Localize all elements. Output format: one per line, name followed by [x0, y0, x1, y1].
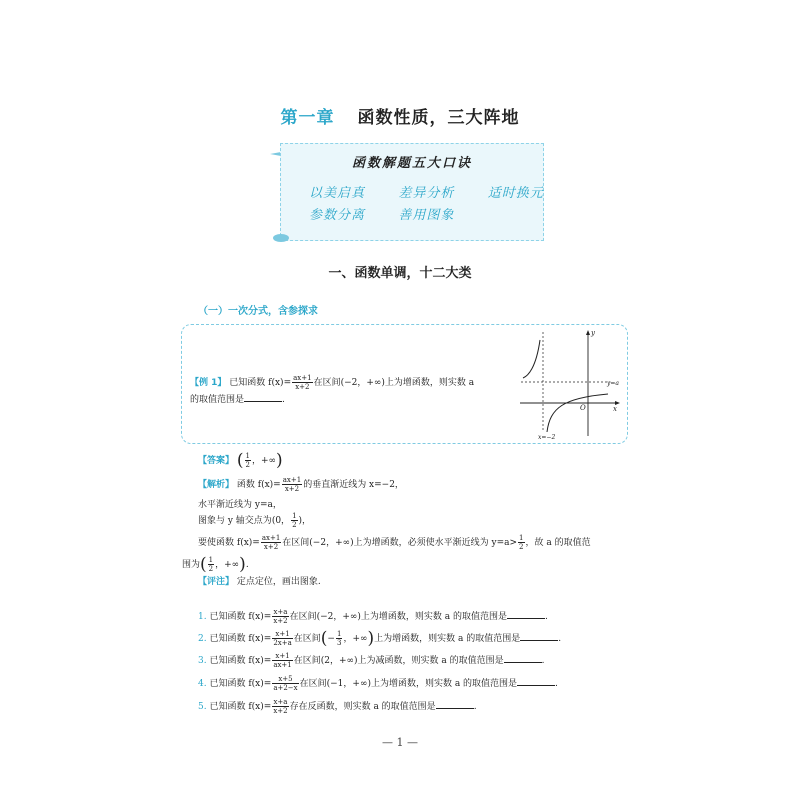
- example-text-b: 在区间(−2，+∞)上为增函数，则实数 a: [313, 378, 475, 388]
- exercise-3: 3. 已知函数 f(x)= $\frac{x+1}{ax+1}$ 在区间(2，+∞)上为减函数，则实数 a 的取值范围是 .: [198, 652, 545, 669]
- answer-line: 【答案】 ( $\frac{1}{2}$ ，+∞): [198, 450, 283, 471]
- left-branch: [523, 340, 540, 378]
- mnemonic-line-2: 参数分离 善用图象: [309, 208, 455, 223]
- example-line-1: [190, 374, 474, 391]
- exercise-5: 5. 已知函数 f(x)= $\frac{x+a}{x+2}$ 存在反函数，则实数 a 的取值范围是 .: [198, 698, 477, 715]
- exercise-1: 1. 已知函数 f(x)= $\frac{x+a}{x+2}$ 在区间(−2，+∞)上为增函数，则实数 a 的取值范围是 .: [198, 608, 548, 625]
- comment-tag: 【评注】: [198, 577, 235, 587]
- right-branch: [547, 394, 608, 432]
- example-tag: 【例 1】: [190, 378, 227, 388]
- chapter-number: 第一章: [280, 108, 335, 128]
- mnemonic-title: 函数解题五大口诀: [351, 156, 472, 171]
- analysis-line-5: 围为( $\frac{1}{2}$ ，+∞).: [182, 554, 249, 575]
- comment-line: 【评注】 定点定位，画出图象.: [198, 577, 321, 587]
- analysis-line-1: 【解析】 函数 f(x)= $\frac{ax+1}{x+2}$ 的垂直渐近线为 x=−2，: [198, 476, 404, 493]
- chapter-heading: [0, 103, 800, 128]
- analysis-line-2: 水平渐近线为 y=a，: [198, 500, 282, 510]
- example-text-a: 已知函数 f(x)=: [229, 378, 292, 388]
- mnemonic-line-1: 以美启真 差异分析 适时换元: [309, 186, 544, 201]
- answer-blank: [244, 393, 282, 402]
- mnemonic-box: [280, 143, 544, 241]
- answer-tag: 【答案】: [198, 456, 235, 466]
- x-label: x: [613, 405, 617, 413]
- chapter-title: 函数性质，三大阵地: [357, 108, 520, 128]
- pin-base-icon: [273, 234, 289, 242]
- ya-label: y=a: [607, 380, 619, 387]
- y-axis-arrow-icon: [586, 330, 590, 335]
- analysis-tag: 【解析】: [198, 480, 235, 490]
- section-title: 一、函数单调，十二大类: [328, 266, 472, 281]
- subsection-title: （一）一次分式，含参探求: [198, 306, 318, 317]
- example-line-2: 的取值范围是 .: [190, 395, 285, 405]
- asymptote-label: x=−2: [538, 434, 556, 440]
- exercise-2: 2. 已知函数 f(x)= $\frac{x+1}{2x+a}$ 在区间(− $\frac{1}{3}$ ，+∞)上为增函数，则实数 a 的取值范围是 .: [198, 628, 562, 649]
- example-fraction: $\frac{ax+1}{x+2}$: [293, 374, 312, 391]
- y-label: y: [591, 329, 595, 337]
- origin-label: O: [580, 404, 586, 412]
- analysis-line-3: 图象与 y 轴交点为(0， $\frac{1}{2}$ )，: [198, 512, 312, 529]
- page-number: — 1 —: [382, 736, 418, 749]
- analysis-line-4: 要使函数 f(x)= $\frac{ax+1}{x+2}$ 在区间(−2，+∞)上为增函数，必须使水平渐近线为 y=a> $\frac{1}{2}$ ，故 a 的取值范: [198, 534, 591, 551]
- function-graph: [518, 328, 628, 440]
- exercise-4: 4. 已知函数 f(x)= $\frac{x+5}{a+2-x}$ 在区间(−1，+∞)上为增函数，则实数 a 的取值范围是 .: [198, 675, 558, 692]
